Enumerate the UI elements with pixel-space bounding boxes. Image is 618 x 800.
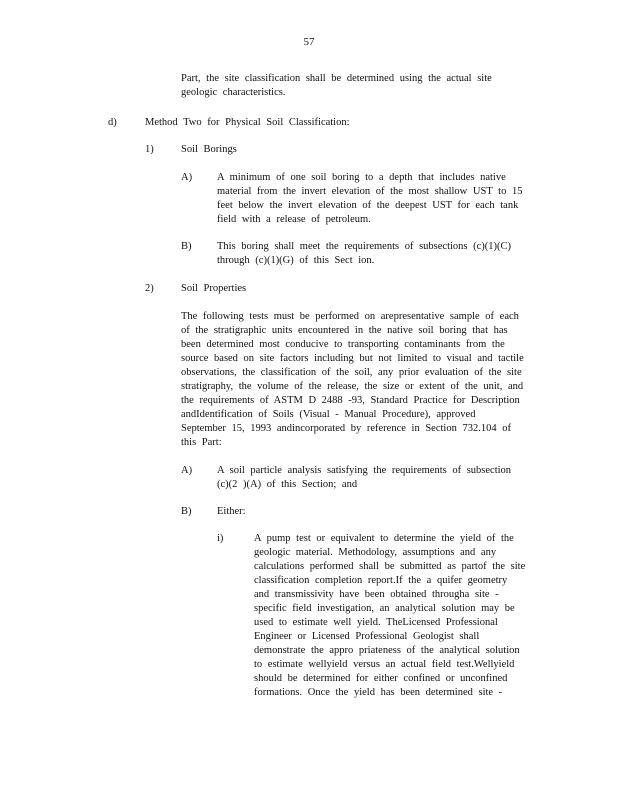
paragraph-line-5: observations, the classification of the soil, any prior evaluation of the site — [181, 367, 522, 378]
paragraph-line-10: this Part: — [181, 437, 222, 448]
paragraph-line-4: source based on site factors including but not limited to visual and tactile — [181, 353, 524, 364]
paragraph-line-6: stratigraphy, the volume of the release, the size or extent of the unit, and — [181, 381, 524, 392]
item-2Bi-line-5: and transmissivity have been obtained througha site - — [254, 589, 499, 600]
item-2Bi-marker: i) — [217, 533, 224, 544]
section-d-heading: Method Two for Physical Soil Classification: — [145, 117, 350, 128]
item-2Bi-line-4: classification completion report.If the a quifer geometry — [254, 575, 508, 586]
item-1A-line-1: A minimum of one soil boring to a depth that includes native — [217, 172, 506, 183]
section-d-marker: d) — [108, 117, 117, 128]
item-2A-line-1: A soil particle analysis satisfying the requirements of subsection — [217, 465, 512, 476]
item-2B-marker: B) — [181, 506, 192, 517]
item-2Bi-line-11: should be determined for either confined or unconfined — [254, 673, 508, 684]
item-2B-title: Either: — [217, 506, 246, 517]
subsection-2-title: Soil Properties — [181, 283, 247, 294]
intro-line-2: geologic characteristics. — [181, 87, 286, 98]
item-2Bi-line-2: geologic material. Methodology, assumptions and any — [254, 547, 497, 558]
paragraph-line-2: of the stratigraphic units encountered in the native soil boring that has — [181, 325, 508, 336]
item-2Bi-line-12: formations. Once the yield has been determined site - — [254, 687, 503, 698]
item-1B-line-1: This boring shall meet the requirements of subsections (c)(1)(C) — [217, 241, 512, 252]
item-2Bi-line-7: used to estimate well yield. TheLicensed Professional — [254, 617, 498, 628]
item-2A-line-2: (c)(2 )(A) of this Section; and — [217, 479, 358, 490]
subsection-1-title: Soil Borings — [181, 144, 237, 155]
item-2Bi-line-1: A pump test or equivalent to determine the yield of the — [254, 533, 514, 544]
item-2Bi-line-3: calculations performed shall be submitted as partof the site — [254, 561, 526, 572]
paragraph-line-9: September 15, 1993 andincorporated by reference in Section 732.104 of — [181, 423, 511, 434]
item-1A-line-4: field with a release of petroleum. — [217, 214, 371, 225]
intro-line-1: Part, the site classification shall be determined using the actual site — [181, 73, 492, 84]
item-1A-line-2: material from the invert elevation of the most shallow UST to 15 — [217, 186, 523, 197]
item-2Bi-line-6: specific field investigation, an analytical solution may be — [254, 603, 515, 614]
item-1A-line-3: feet below the invert elevation of the deepest UST for each tank — [217, 200, 519, 211]
item-2A-marker: A) — [181, 465, 193, 476]
paragraph-line-8: andIdentification of Soils (Visual - Manual Procedure), approved — [181, 409, 476, 420]
paragraph-line-1: The following tests must be performed on arepresentative sample of each — [181, 311, 519, 322]
subsection-2-marker: 2) — [145, 283, 154, 294]
page-number: 57 — [303, 36, 315, 48]
subsection-1-marker: 1) — [145, 144, 154, 155]
paragraph-line-3: been determined most conducive to transporting contaminants from the — [181, 339, 505, 350]
item-1A-marker: A) — [181, 172, 193, 183]
item-1B-line-2: through (c)(1)(G) of this Sect ion. — [217, 255, 375, 266]
item-1B-marker: B) — [181, 241, 192, 252]
item-2Bi-line-9: demonstrate the appro priateness of the analytical solution — [254, 645, 520, 656]
item-2Bi-line-8: Engineer or Licensed Professional Geologist shall — [254, 631, 480, 642]
item-2Bi-line-10: to estimate wellyield versus an actual field test.Wellyield — [254, 659, 515, 670]
paragraph-line-7: the requirements of ASTM D 2488 -93, Standard Practice for Description — [181, 395, 520, 406]
